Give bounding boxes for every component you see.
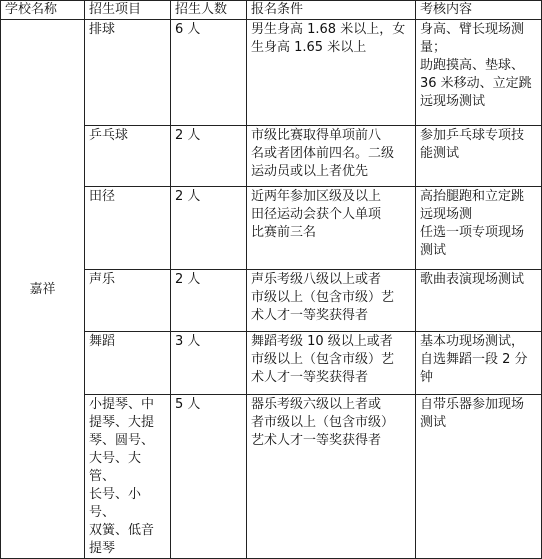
cell-line: 琴、圆号、 [89, 433, 155, 448]
condition-cell [247, 187, 416, 270]
project-cell [85, 20, 171, 126]
cell-line: 量； [420, 40, 447, 55]
cell-line: 36 米移动、立定跳 [420, 76, 532, 91]
count-cell [171, 395, 247, 559]
project-cell [85, 187, 171, 270]
cell-line: 助跑摸高、垫球、 [420, 58, 525, 73]
cell-line: 器乐考级六级以上者或 [251, 397, 382, 412]
cell-line: 双簧、低音 [89, 523, 155, 538]
header-school: 学校名称 [1, 1, 85, 20]
cell-line: 术人才一等奖获得者 [251, 308, 369, 323]
cell-line: 比赛前三名 [251, 225, 317, 240]
cell-line: 高抬腿跑和立定跳 [420, 189, 525, 204]
cell-line: 田径 [89, 189, 116, 204]
cell-line: 舞蹈 [89, 334, 116, 349]
cell-line: 自选舞蹈一段 2 分 [420, 352, 528, 367]
cell-line: 任选一项专项现场 [420, 225, 525, 240]
project-cell [85, 126, 171, 187]
cell-line: 身高、臂长现场测 [420, 22, 525, 37]
cell-line: 基本功现场测试， [420, 334, 525, 349]
assessment-cell [416, 20, 542, 126]
cell-line: 提琴、大提 [89, 415, 155, 430]
cell-line: 市级比赛取得单项前八 [251, 128, 382, 143]
condition-cell [247, 20, 416, 126]
assessment-cell [416, 332, 542, 395]
cell-line: 舞蹈考级 10 级以上或者 [251, 334, 393, 349]
cell-line: 6 人 [175, 22, 201, 37]
cell-line: 生身高 1.65 米以上 [251, 40, 367, 55]
cell-line: 钟 [420, 370, 434, 385]
cell-line: 田径运动会获个人单项 [251, 207, 382, 222]
condition-cell [247, 270, 416, 332]
count-cell [171, 270, 247, 332]
cell-line: 市级以上（包含市级）艺 [251, 352, 395, 367]
project-cell [85, 270, 171, 332]
assessment-cell [416, 395, 542, 559]
condition-cell [247, 395, 416, 559]
cell-line: 术人才一等奖获得者 [251, 370, 369, 385]
cell-line: 参加乒乓球专项技 [420, 128, 525, 143]
cell-line: 市级以上（包含市级）艺 [251, 290, 395, 305]
table-row [1, 20, 542, 126]
cell-line: 2 人 [175, 189, 201, 204]
cell-line: 乒乓球 [89, 128, 129, 143]
header-assessment: 考核内容 [416, 1, 542, 20]
count-cell [171, 187, 247, 270]
cell-line: 测试 [420, 243, 447, 258]
cell-line: 长号、小号、 [89, 487, 142, 520]
school-cell: 嘉祥 [1, 20, 85, 559]
cell-line: 声乐 [89, 272, 116, 287]
cell-line: 远现场测试 [420, 94, 486, 109]
cell-line: 能测试 [420, 146, 460, 161]
cell-line: 声乐考级八级以上或者 [251, 272, 382, 287]
cell-line: 名或者团体前四名。二级 [251, 146, 395, 161]
cell-line: 自带乐器参加现场 [420, 397, 525, 412]
cell-line: 运动员或以上者优先 [251, 164, 369, 179]
cell-line: 近两年参加区级及以上 [251, 189, 382, 204]
project-cell [85, 332, 171, 395]
cell-line: 远现场测 [420, 207, 473, 222]
cell-line: 男生身高 1.68 米以上，女 [251, 22, 406, 37]
cell-line: 歌曲表演现场测试 [420, 272, 525, 287]
header-row [1, 1, 542, 20]
project-cell [85, 395, 171, 559]
cell-line: 测试 [420, 415, 447, 430]
assessment-cell [416, 270, 542, 332]
cell-line: 3 人 [175, 334, 201, 349]
cell-line: 提琴 [89, 541, 116, 556]
cell-line: 大号、大管、 [89, 451, 142, 484]
assessment-cell [416, 187, 542, 270]
count-cell [171, 126, 247, 187]
cell-line: 5 人 [175, 397, 201, 412]
cell-line: 2 人 [175, 128, 201, 143]
cell-line: 小提琴、中 [89, 397, 155, 412]
condition-cell [247, 332, 416, 395]
count-cell [171, 332, 247, 395]
condition-cell [247, 126, 416, 187]
count-cell [171, 20, 247, 126]
cell-line: 艺术人才一等奖获得者 [251, 433, 382, 448]
header-project: 招生项目 [85, 1, 171, 20]
cell-line: 2 人 [175, 272, 201, 287]
header-count: 招生人数 [171, 1, 247, 20]
assessment-cell [416, 126, 542, 187]
header-condition: 报名条件 [247, 1, 416, 20]
cell-line: 者市级以上（包含市级） [251, 415, 395, 430]
cell-line: 排球 [89, 22, 116, 37]
